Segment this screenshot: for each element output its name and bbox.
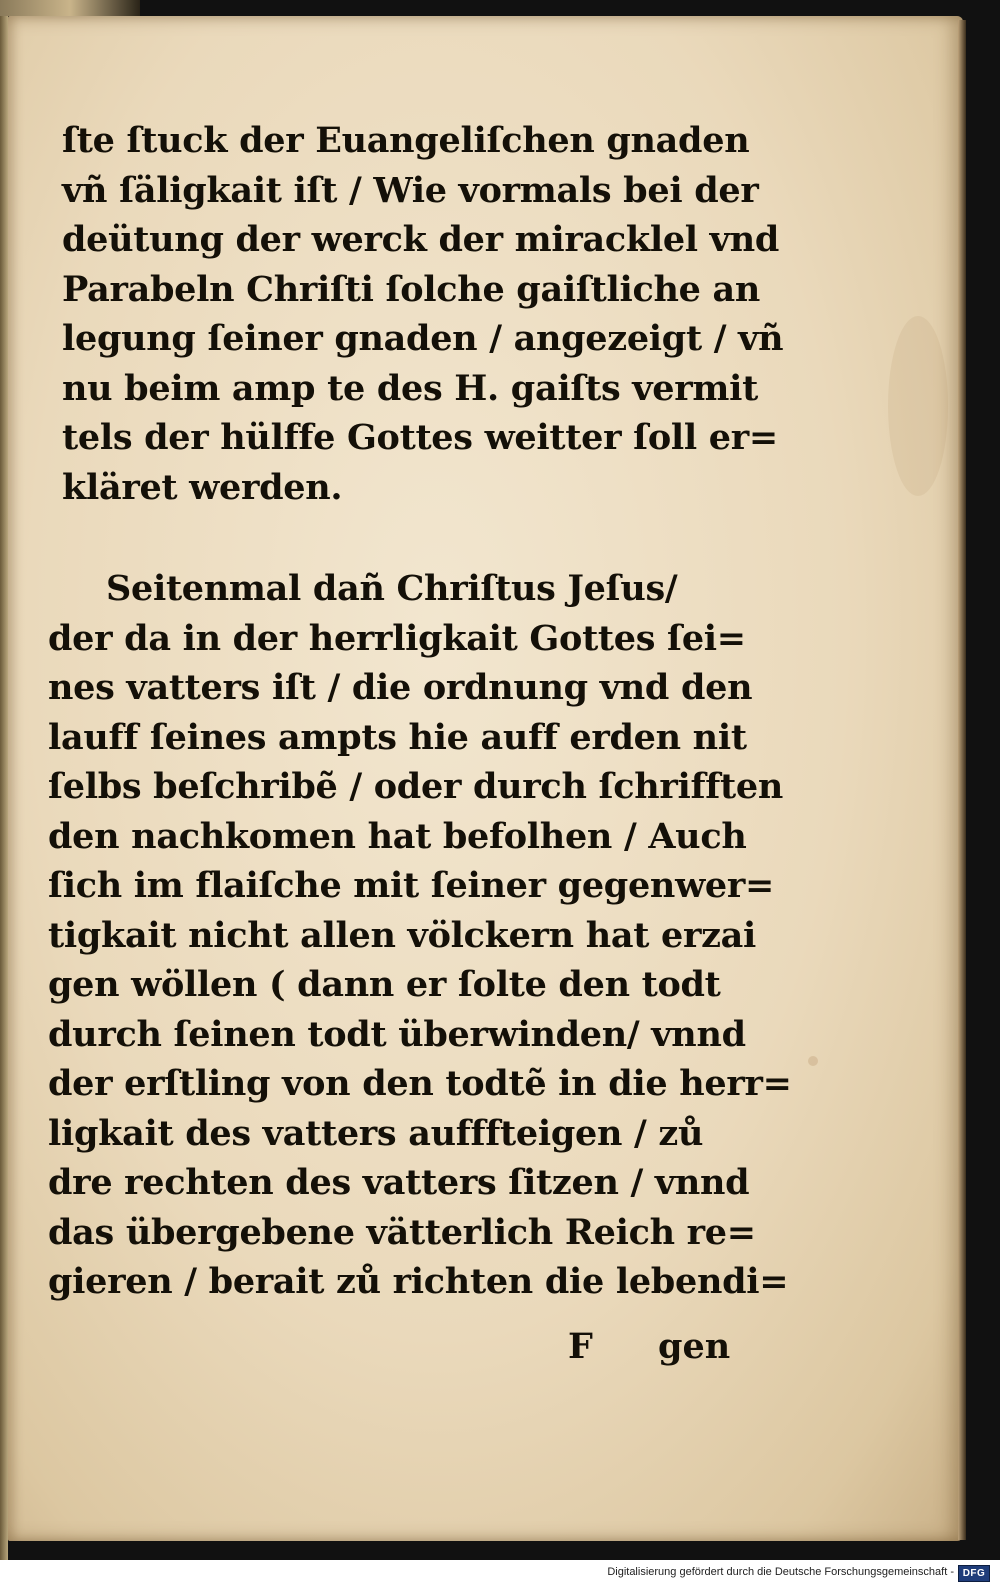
signature-mark: F: [568, 1326, 593, 1367]
paragraph-gap: [48, 512, 748, 564]
text-line: tels der hülffe Gottes weitter ſoll er=: [62, 417, 778, 458]
text-line: nes vatters iſt / die ordnung vnd den: [48, 667, 753, 708]
text-line: Seitenmal dañ Chriſtus Jeſus/: [106, 568, 678, 609]
book-page: [8, 16, 963, 1541]
text-line: ſich im flaiſche mit ſeiner gegenwer=: [48, 865, 775, 906]
page-bottom-line: [568, 1326, 738, 1376]
paragraph-2: [48, 564, 792, 1307]
page-text: [48, 116, 792, 1307]
text-line: gieren / berait zů richten die lebendi=: [48, 1261, 789, 1302]
footer-bar: [0, 1560, 1000, 1588]
paragraph-1: [48, 116, 784, 512]
text-line: das übergebene vätterlich Reich re=: [48, 1211, 756, 1253]
text-line: der da in der herrligkait Gottes ſei=: [48, 617, 746, 659]
text-line: deütung der werck der miracklel vnd: [62, 219, 780, 260]
book-edge-right: [958, 20, 966, 1540]
text-line: ſelbs beſchribẽ / oder durch ſchrifften: [48, 766, 784, 807]
text-line: den nachkomen hat befolhen / Auch: [48, 815, 747, 857]
text-line: Parabeln Chriſti ſolche gaiſtliche an: [62, 268, 760, 310]
text-line: vñ ſäligkait iſt / Wie vormals bei der: [62, 169, 759, 211]
text-line: legung ſeiner gnaden / angezeigt / vñ: [62, 318, 784, 359]
book-edge-left: [0, 0, 8, 1560]
paper-stain: [808, 1056, 818, 1066]
catchword: gen: [658, 1326, 731, 1367]
text-line: tigkait nicht allen völckern hat erzai: [48, 914, 757, 956]
text-line: lauff ſeines ampts hie auff erden nit: [48, 716, 747, 758]
text-line: dre rechten des vatters ſitzen / vnnd: [48, 1162, 750, 1203]
text-line: der erſtling von den todtẽ in die herr=: [48, 1063, 792, 1104]
text-line: ſte ſtuck der Euangeliſchen gnaden: [62, 120, 750, 161]
text-line: gen wöllen ( dann er ſolte den todt: [48, 964, 721, 1005]
book-edge-top: [0, 0, 140, 16]
text-line: nu beim amp te des H. gaiſts vermit: [62, 367, 758, 409]
text-line: durch ſeinen todt überwinden/ vnnd: [48, 1013, 746, 1055]
paper-stain: [888, 316, 948, 496]
dfg-logo: DFG: [958, 1565, 990, 1582]
text-line: ligkait des vatters aufffteigen / zů: [48, 1112, 704, 1154]
text-line: kläret werden.: [62, 466, 343, 508]
funding-credit: Digitalisierung gefördert durch die Deutsche Forschungsgemeinschaft -: [607, 1566, 954, 1578]
